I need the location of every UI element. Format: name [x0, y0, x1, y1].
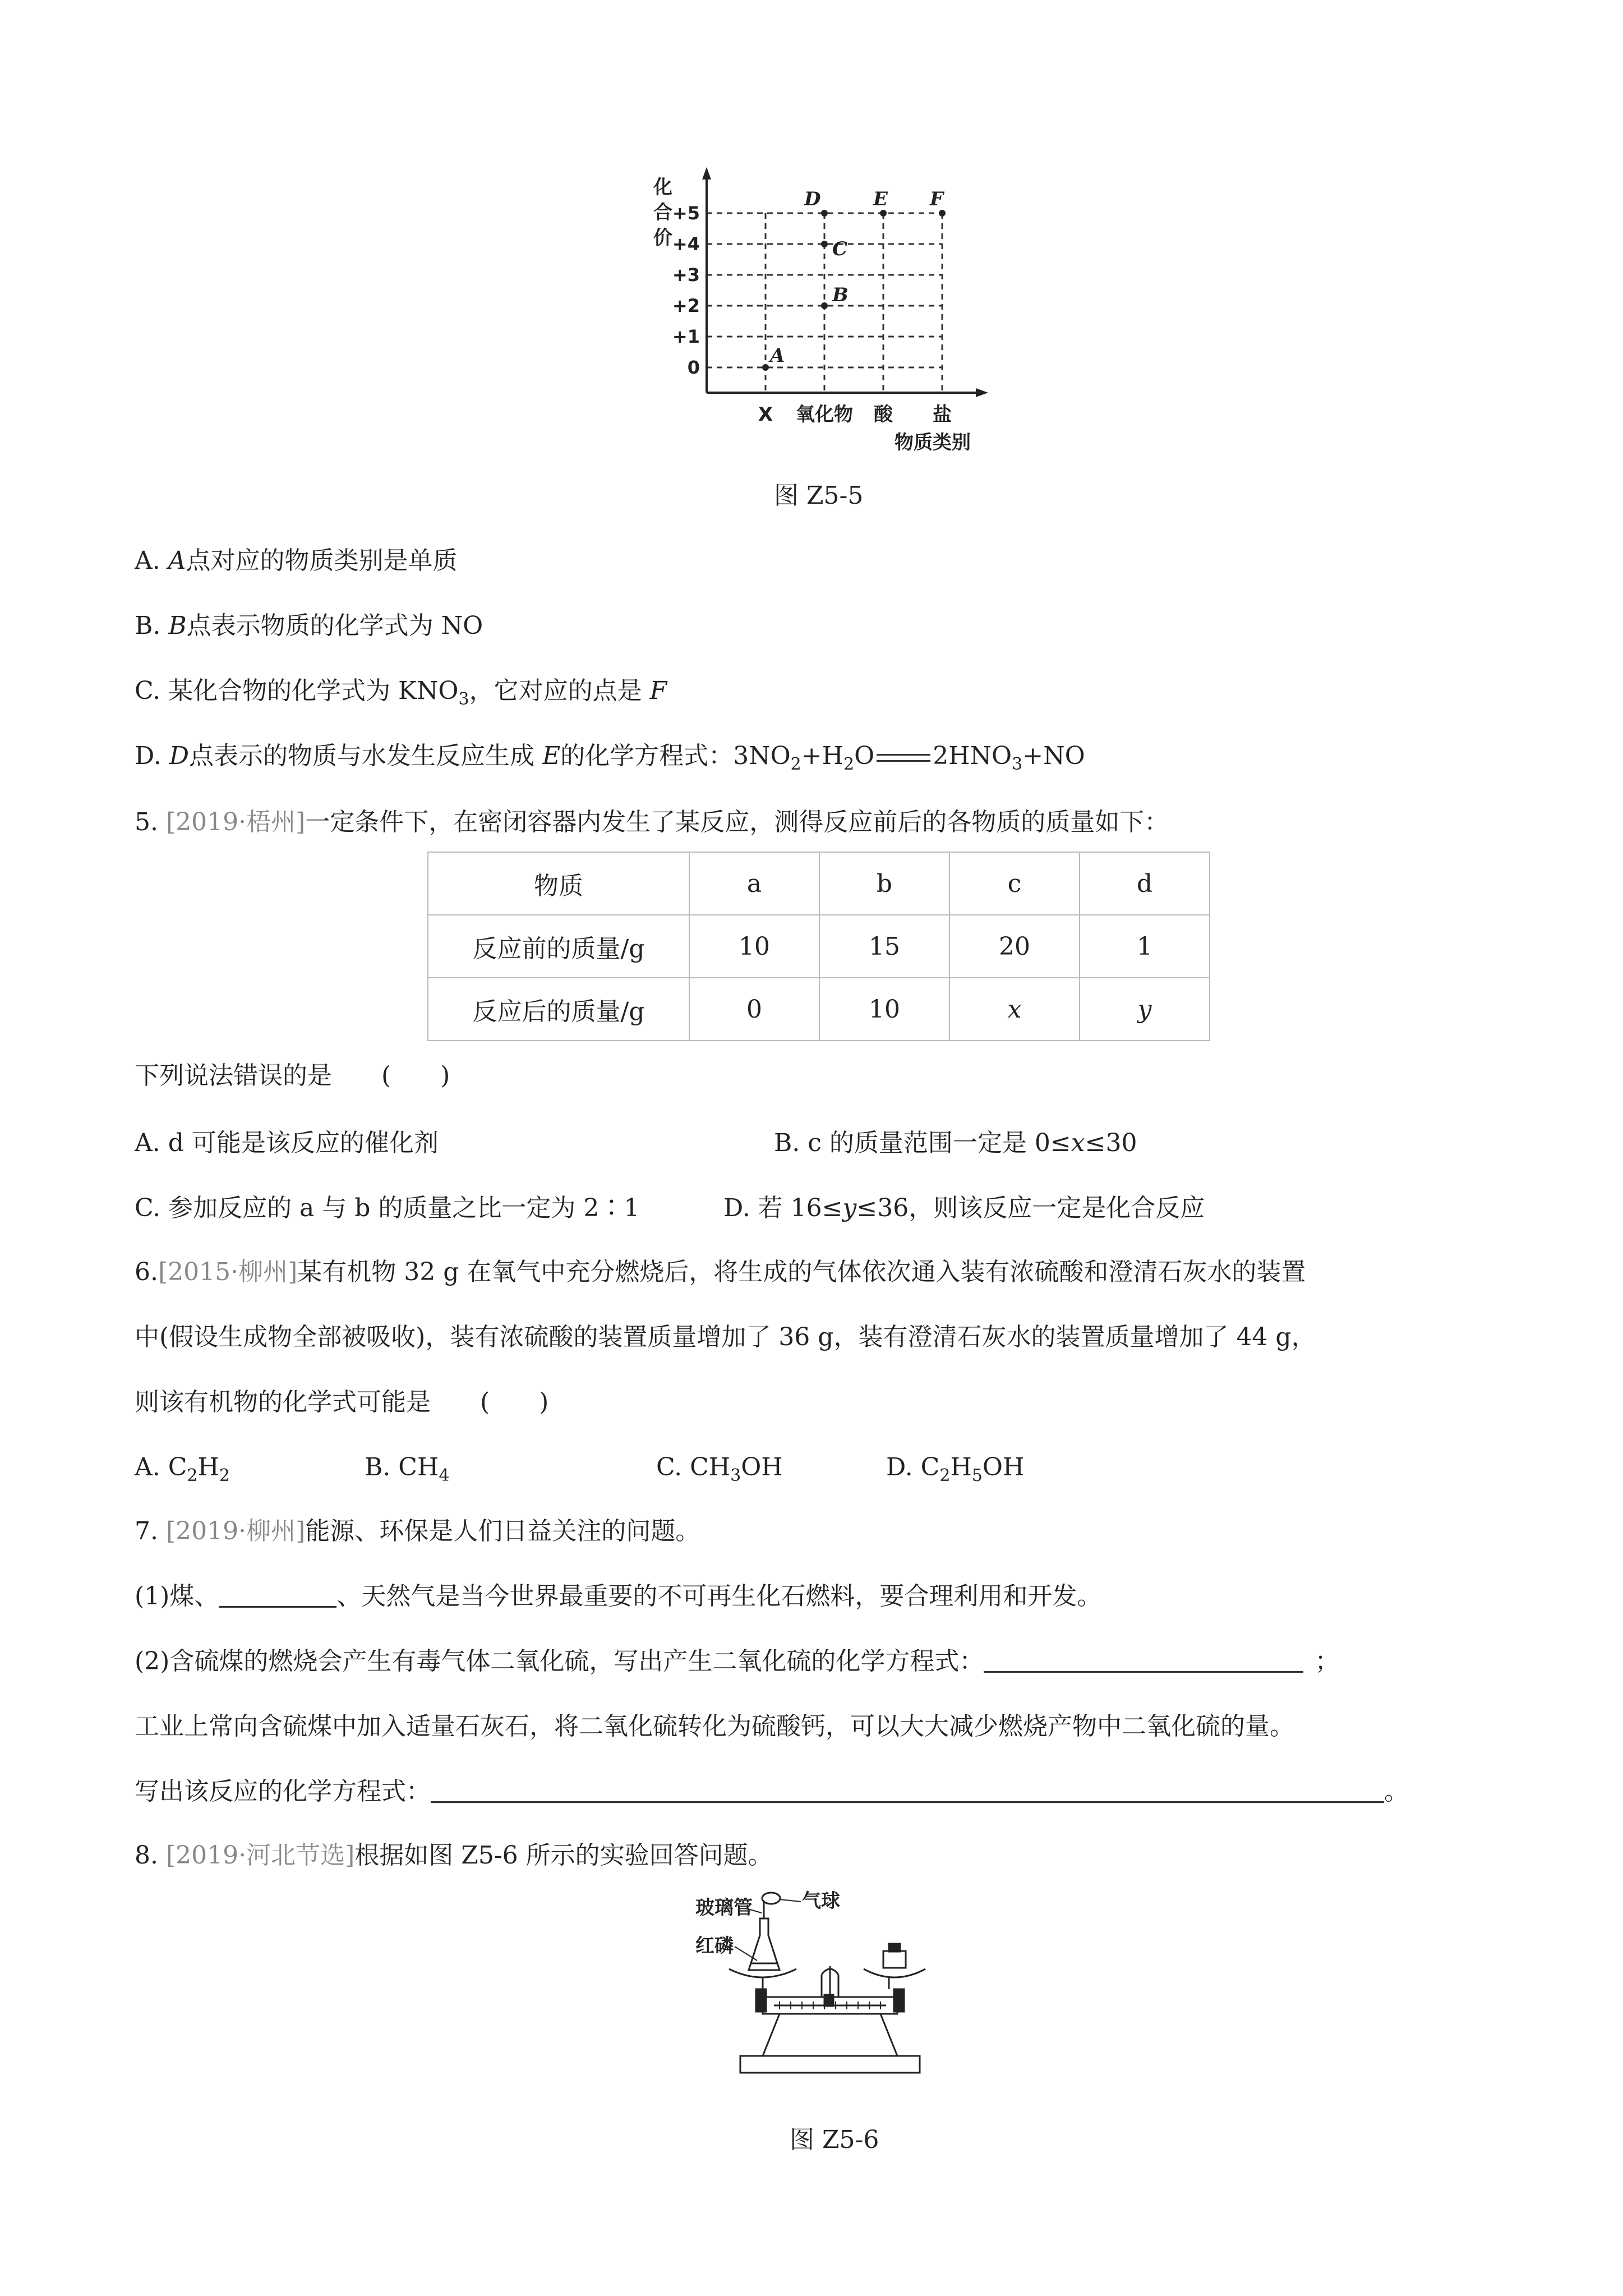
table-cell: 10: [689, 915, 819, 978]
q5-option-b[interactable]: B. c 的质量范围一定是 0≤x≤30: [774, 1129, 1137, 1157]
y-axis-label-3: 价: [653, 227, 672, 249]
point-label-d: D: [804, 188, 821, 210]
q4-option-d[interactable]: D. D点表示的物质与水发生反应生成 E的化学方程式：$3NO_2+H_2O$ $2HNO_3+NO$: [135, 742, 1085, 774]
q5-option-c[interactable]: C. 参加反应的 a 与 b 的质量之比一定为 2∶1: [135, 1194, 640, 1222]
table-cell: 反应前的质量/g: [428, 915, 689, 978]
point-f: [939, 210, 946, 217]
point-e: [880, 210, 887, 217]
figure-caption-z5-5: 图 Z5-5: [774, 481, 864, 510]
point-label-f: F: [930, 188, 944, 210]
table-cell: 物质: [428, 852, 689, 915]
q7-part3: 工业上常向含硫煤中加入适量石灰石，将二氧化硫转化为硫酸钙，可以大大减少燃烧产物中二氧化硫的量。: [135, 1712, 1294, 1741]
valence-chart: [634, 163, 1004, 466]
table-cell: x: [949, 978, 1080, 1041]
rider-weight: [824, 1995, 833, 2006]
q6-stem-line2: 中(假设生成物全部被吸收)，装有浓硫酸的装置质量增加了 36 g，装有澄清石灰水的装置质量增加了 44 g，: [135, 1323, 1316, 1351]
q6-stem-line1: 6.[2015·柳州]某有机物 32 g 在氧气中充分燃烧后，将生成的气体依次通入装有浓硫酸和澄清石灰水的装置: [135, 1258, 1306, 1286]
table-cell: 20: [949, 915, 1080, 978]
q8-source: [2019·河北节选]: [165, 1841, 355, 1870]
table-cell: y: [1080, 978, 1210, 1041]
q7-source: [2019·柳州]: [165, 1517, 306, 1545]
q5-source: [2019·梧州]: [165, 808, 306, 836]
point-c: [821, 241, 828, 247]
balance-knob-right: [894, 1989, 904, 2012]
x-axis-label: 物质类别: [895, 431, 971, 454]
answer-blank-equation-1[interactable]: [984, 1649, 1303, 1673]
table-header-row: [428, 852, 1210, 915]
q6-stem-line3: 则该有机物的化学式可能是 ( ): [135, 1388, 549, 1416]
reaction-equals-sign: [877, 754, 930, 762]
point-label-b: B: [832, 284, 849, 306]
balance-body: [763, 2014, 897, 2056]
q4-option-a[interactable]: A. A点对应的物质类别是单质: [135, 546, 458, 575]
y-axis-label-2: 合: [653, 201, 672, 224]
q6-source: [2015·柳州]: [158, 1258, 298, 1286]
label-red-phosphorus: 红磷: [695, 1935, 734, 1957]
table-cell: 10: [819, 978, 949, 1041]
table-row: [428, 978, 1210, 1041]
table-cell: a: [689, 852, 819, 915]
q8-stem: 8. [2019·河北节选]根据如图 Z5-6 所示的实验回答问题。: [135, 1841, 773, 1870]
point-label-a: A: [770, 344, 785, 367]
x-tick-label: X: [758, 403, 773, 426]
q7-part1: (1)煤、 、天然气是当今世界最重要的不可再生化石燃料，要合理利用和开发。: [135, 1582, 1102, 1611]
y-tick-label: +2: [672, 295, 700, 316]
weight: [883, 1951, 906, 1968]
q6-option-b[interactable]: B. $CH_4$: [365, 1453, 450, 1485]
q5-option-a[interactable]: A. d 可能是该反应的催化剂: [135, 1129, 439, 1157]
y-tick-label: +4: [672, 233, 700, 255]
table-cell: d: [1080, 852, 1210, 915]
point-label-c: C: [832, 238, 848, 260]
balloon: [762, 1893, 780, 1904]
q7-part4: 写出该反应的化学方程式： 。: [135, 1777, 1409, 1806]
table-cell: c: [949, 852, 1080, 915]
right-pan: [864, 1969, 925, 1977]
x-axis-arrow: [976, 388, 988, 397]
q5-stem: 5. [2019·梧州]一定条件下，在密闭容器内发生了某反应，测得反应前后的各物质的质量如下：: [135, 808, 1169, 836]
q4-option-c[interactable]: C. 某化合物的化学式为 $KNO_3$，它对应的点是 F: [135, 677, 667, 709]
y-tick-label: +3: [672, 264, 700, 286]
table-cell: b: [819, 852, 949, 915]
balance-apparatus: [695, 1890, 970, 2087]
point-b: [821, 302, 828, 309]
y-tick-label: 0: [687, 357, 700, 378]
y-axis-arrow: [702, 167, 711, 180]
balance-base: [740, 2056, 920, 2073]
table-row: [428, 915, 1210, 978]
q7-part2: (2)含硫煤的燃烧会产生有毒气体二氧化硫，写出产生二氧化硫的化学方程式： ；: [135, 1647, 1340, 1676]
q6-option-a[interactable]: A. $C_2H_2$: [135, 1453, 230, 1485]
table-cell: 反应后的质量/g: [428, 978, 689, 1041]
point-label-e: E: [873, 188, 888, 210]
x-tick-label: 酸: [874, 403, 893, 426]
balance-knob-left: [756, 1989, 766, 2012]
point-a: [762, 364, 769, 371]
x-tick-label: 盐: [933, 403, 952, 426]
mass-table: [427, 852, 1210, 1041]
q6-option-d[interactable]: D. $C_2H_5OH$: [886, 1453, 1025, 1485]
answer-blank-fuel[interactable]: [219, 1584, 336, 1608]
q6-option-c[interactable]: C. $CH_3OH$: [656, 1453, 783, 1485]
answer-blank-equation-2[interactable]: [431, 1779, 1384, 1803]
conical-flask: [749, 1918, 780, 1970]
label-glass-tube: 玻璃管: [695, 1897, 753, 1919]
table-cell: 1: [1080, 915, 1210, 978]
y-tick-label: +5: [672, 203, 700, 224]
y-tick-label: +1: [672, 326, 700, 347]
q7-stem: 7. [2019·柳州]能源、环保是人们日益关注的问题。: [135, 1517, 700, 1545]
table-cell: 15: [819, 915, 949, 978]
figure-caption-z5-6: 图 Z5-6: [790, 2125, 879, 2154]
q5-question: 下列说法错误的是 ( ): [135, 1061, 450, 1090]
table-cell: 0: [689, 978, 819, 1041]
point-d: [821, 210, 828, 217]
y-axis-label-1: 化: [653, 176, 672, 199]
q4-option-b[interactable]: B. B点表示物质的化学式为 NO: [135, 611, 483, 640]
x-tick-label: 氧化物: [796, 403, 853, 426]
label-balloon: 气球: [802, 1890, 840, 1912]
q5-option-d[interactable]: D. 若 16≤y≤36，则该反应一定是化合反应: [723, 1194, 1205, 1222]
